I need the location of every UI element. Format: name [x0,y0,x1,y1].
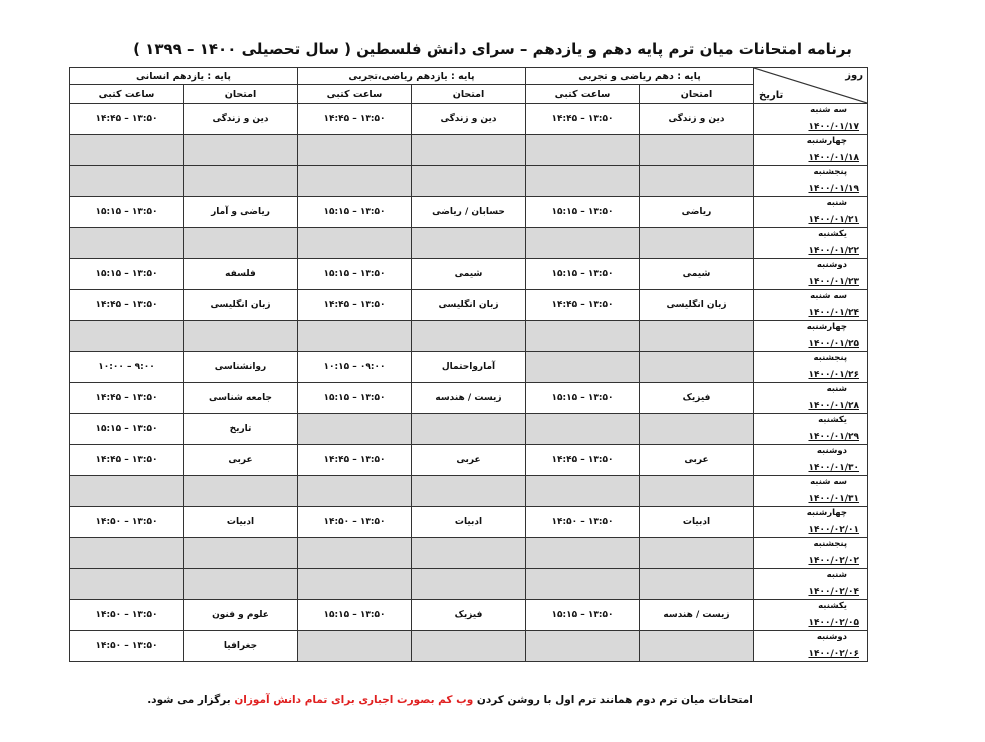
exam-subject-cell: زیست / هندسه [640,600,754,631]
exam-subject-cell [412,321,526,352]
date-cell [754,383,868,414]
weekday: چهارشنبه [806,322,848,332]
exam-subject-cell: ادبیات [184,507,298,538]
exam-subject-cell: زیست / هندسه [412,383,526,414]
time-column-header: ساعت کتبی [298,85,412,104]
exam-subject-cell [184,538,298,569]
exam-date: ۱۴۰۰/۰۲/۰۵ [808,618,860,628]
exam-time-cell: ۱۳:۵۰ – ۱۴:۴۵ [70,104,184,135]
exam-subject-cell: عربی [412,445,526,476]
date-cell [754,259,868,290]
schedule-row [70,600,868,631]
date-cell [754,290,868,321]
exam-time-cell: ۱۳:۵۰ – ۱۵:۱۵ [526,383,640,414]
exam-subject-cell: زبان انگلیسی [412,290,526,321]
date-cell [754,352,868,383]
exam-subject-cell [640,569,754,600]
exam-time-cell [298,569,412,600]
date-cell [754,197,868,228]
schedule-row [70,445,868,476]
exam-time-cell: ۱۳:۵۰ – ۱۴:۴۵ [298,290,412,321]
schedule-row [70,414,868,445]
exam-time-cell [298,321,412,352]
schedule-row [70,631,868,662]
exam-subject-cell: ریاضی [640,197,754,228]
exam-time-cell [70,476,184,507]
exam-time-cell: ۰۹:۰۰ – ۱۰:۱۵ [298,352,412,383]
exam-subject-cell: ادبیات [412,507,526,538]
exam-subject-cell [640,228,754,259]
date-cell [754,631,868,662]
exam-subject-cell: عربی [640,445,754,476]
exam-subject-cell [640,135,754,166]
exam-time-cell [526,414,640,445]
exam-date: ۱۴۰۰/۰۲/۰۶ [808,649,860,659]
exam-time-cell: ۱۳:۵۰ – ۱۵:۱۵ [526,600,640,631]
weekday: دوشنبه [816,260,848,270]
exam-column-header: امتحان [640,85,754,104]
exam-subject-cell [184,476,298,507]
group-header-10-math-science: پایه : دهم ریاضی و تجربی [526,68,754,85]
weekday: پنجشنبه [813,167,848,177]
schedule-row [70,197,868,228]
exam-subject-cell: ادبیات [640,507,754,538]
exam-subject-cell: دین و زندگی [640,104,754,135]
exam-time-cell: ۱۳:۵۰ – ۱۴:۴۵ [70,383,184,414]
schedule-row [70,166,868,197]
exam-subject-cell: جغرافیا [184,631,298,662]
exam-date: ۱۴۰۰/۰۱/۲۴ [808,308,860,318]
exam-date: ۱۴۰۰/۰۱/۲۶ [808,370,860,380]
weekday: چهارشنبه [806,136,848,146]
exam-subject-cell [412,414,526,445]
exam-time-cell: ۹:۰۰ – ۱۰:۰۰ [70,352,184,383]
exam-subject-cell: فیزیک [412,600,526,631]
exam-time-cell: ۱۳:۵۰ – ۱۴:۵۰ [298,507,412,538]
exam-time-cell [298,538,412,569]
exam-time-cell [298,166,412,197]
date-cell [754,445,868,476]
exam-subject-cell [184,228,298,259]
schedule-row [70,104,868,135]
date-cell [754,104,868,135]
schedule-row [70,352,868,383]
date-cell [754,569,868,600]
exam-subject-cell: زبان انگلیسی [184,290,298,321]
exam-time-cell [526,352,640,383]
exam-subject-cell [640,476,754,507]
schedule-row [70,507,868,538]
exam-subject-cell [412,166,526,197]
date-cell [754,600,868,631]
schedule-row [70,383,868,414]
date-cell [754,507,868,538]
schedule-row [70,569,868,600]
date-cell [754,538,868,569]
exam-date: ۱۴۰۰/۰۱/۲۱ [808,215,860,225]
exam-time-cell: ۱۳:۵۰ – ۱۴:۴۵ [298,445,412,476]
exam-subject-cell: فلسفه [184,259,298,290]
exam-date: ۱۴۰۰/۰۲/۰۲ [808,556,860,566]
footer-note [0,694,900,706]
group-header-11-humanities: پایه : یازدهم انسانی [70,68,298,85]
weekday: پنجشنبه [813,539,848,549]
exam-subject-cell [640,631,754,662]
exam-time-cell: ۱۳:۵۰ – ۱۴:۴۵ [70,445,184,476]
exam-time-cell [70,135,184,166]
footer-text: امتحانات میان ترم دوم همانند ترم اول با روشن کردن [473,694,753,706]
exam-date: ۱۴۰۰/۰۲/۰۴ [808,587,860,597]
exam-time-cell: ۱۳:۵۰ – ۱۵:۱۵ [526,259,640,290]
weekday: سه شنبه [810,477,848,487]
exam-time-cell: ۱۳:۵۰ – ۱۵:۱۵ [298,600,412,631]
exam-time-cell: ۱۳:۵۰ – ۱۴:۴۵ [526,104,640,135]
exam-time-cell: ۱۳:۵۰ – ۱۵:۱۵ [298,197,412,228]
schedule-row [70,259,868,290]
exam-time-cell [70,538,184,569]
weekday: سه شنبه [810,105,848,115]
exam-subject-cell [412,135,526,166]
exam-date: ۱۴۰۰/۰۱/۲۸ [808,401,860,411]
exam-time-cell: ۱۳:۵۰ – ۱۴:۴۵ [526,290,640,321]
exam-subject-cell [184,569,298,600]
corner-header [754,68,868,104]
weekday: دوشنبه [816,632,848,642]
exam-time-cell [298,228,412,259]
date-cell [754,321,868,352]
schedule-row [70,476,868,507]
time-column-header: ساعت کتبی [526,85,640,104]
exam-time-cell: ۱۳:۵۰ – ۱۴:۴۵ [70,290,184,321]
exam-subject-cell: جامعه شناسی [184,383,298,414]
exam-time-cell [70,166,184,197]
exam-subject-cell: شیمی [640,259,754,290]
exam-time-cell [526,321,640,352]
exam-time-cell: ۱۳:۵۰ – ۱۴:۵۰ [526,507,640,538]
page-title: برنامه امتحانات میان ترم پایه دهم و یازدهم – سرای دانش فلسطین ( سال تحصیلی ۱۴۰۰ – ۱۳۹۹ ) [133,40,852,58]
exam-time-cell [526,476,640,507]
schedule-row [70,538,868,569]
exam-subject-cell [412,631,526,662]
weekday: یکشنبه [818,229,848,239]
exam-date: ۱۴۰۰/۰۱/۲۳ [808,277,860,287]
exam-subject-cell: زبان انگلیسی [640,290,754,321]
date-cell [754,135,868,166]
exam-time-cell [70,228,184,259]
date-cell [754,228,868,259]
exam-date: ۱۴۰۰/۰۱/۳۰ [808,463,860,473]
schedule-row [70,290,868,321]
exam-date: ۱۴۰۰/۰۱/۱۹ [808,184,860,194]
schedule-row [70,321,868,352]
exam-subject-cell: روانشناسی [184,352,298,383]
exam-subject-cell [184,321,298,352]
exam-subject-cell [640,321,754,352]
exam-subject-cell: تاریخ [184,414,298,445]
date-cell [754,476,868,507]
weekday: پنجشنبه [813,353,848,363]
schedule-row [70,135,868,166]
exam-time-cell [526,631,640,662]
exam-subject-cell: فیزیک [640,383,754,414]
exam-subject-cell [412,538,526,569]
exam-time-cell: ۱۳:۵۰ – ۱۵:۱۵ [526,197,640,228]
exam-time-cell [298,476,412,507]
exam-time-cell [526,228,640,259]
exam-time-cell [526,135,640,166]
footer-highlight: وب کم بصورت اجباری برای تمام دانش آموزان [234,694,474,706]
exam-time-cell: ۱۳:۵۰ – ۱۵:۱۵ [70,414,184,445]
exam-subject-cell [640,166,754,197]
footer-text-end: برگزار می شود. [147,694,235,706]
weekday: چهارشنبه [806,508,848,518]
exam-subject-cell: حسابان / ریاضی [412,197,526,228]
exam-time-cell [298,135,412,166]
exam-date: ۱۴۰۰/۰۱/۲۲ [808,246,860,256]
exam-subject-cell [184,135,298,166]
exam-time-cell: ۱۳:۵۰ – ۱۵:۱۵ [298,383,412,414]
exam-date: ۱۴۰۰/۰۱/۲۵ [808,339,860,349]
schedule-row [70,228,868,259]
exam-time-cell: ۱۳:۵۰ – ۱۴:۴۵ [526,445,640,476]
weekday: یکشنبه [818,415,848,425]
exam-date: ۱۴۰۰/۰۱/۱۸ [808,153,860,163]
exam-time-cell: ۱۳:۵۰ – ۱۴:۵۰ [70,600,184,631]
exam-subject-cell [412,228,526,259]
exam-time-cell [298,631,412,662]
exam-column-header: امتحان [412,85,526,104]
exam-time-cell [298,414,412,445]
weekday: یکشنبه [818,601,848,611]
group-header-11-math-science: پایه : یازدهم ریاضی،تجربی [298,68,526,85]
exam-subject-cell [412,476,526,507]
exam-time-cell: ۱۳:۵۰ – ۱۴:۵۰ [70,507,184,538]
exam-time-cell: ۱۳:۵۰ – ۱۵:۱۵ [298,259,412,290]
exam-time-cell [70,321,184,352]
exam-time-cell [526,538,640,569]
weekday: دوشنبه [816,446,848,456]
exam-time-cell: ۱۳:۵۰ – ۱۴:۴۵ [298,104,412,135]
exam-time-cell [70,569,184,600]
exam-date: ۱۴۰۰/۰۱/۳۱ [808,494,860,504]
exam-subject-cell [640,352,754,383]
date-cell [754,166,868,197]
date-cell [754,414,868,445]
exam-date: ۱۴۰۰/۰۱/۲۹ [808,432,860,442]
time-column-header: ساعت کتبی [70,85,184,104]
exam-time-cell [526,166,640,197]
exam-subject-cell [640,414,754,445]
exam-subject-cell [640,538,754,569]
exam-column-header: امتحان [184,85,298,104]
weekday: سه شنبه [810,291,848,301]
date-label: تاریخ [759,90,784,101]
exam-time-cell: ۱۳:۵۰ – ۱۵:۱۵ [70,197,184,228]
exam-date: ۱۴۰۰/۰۱/۱۷ [808,122,860,132]
exam-date: ۱۴۰۰/۰۲/۰۱ [808,525,860,535]
day-label: روز [845,70,864,81]
exam-time-cell: ۱۳:۵۰ – ۱۵:۱۵ [70,259,184,290]
exam-subject-cell [184,166,298,197]
exam-subject-cell: ریاضی و آمار [184,197,298,228]
weekday: شنبه [826,570,848,580]
exam-subject-cell [412,569,526,600]
exam-subject-cell: شیمی [412,259,526,290]
exam-subject-cell: علوم و فنون [184,600,298,631]
exam-subject-cell: آمارواحتمال [412,352,526,383]
exam-subject-cell: دین و زندگی [412,104,526,135]
weekday: شنبه [826,198,848,208]
exam-time-cell: ۱۳:۵۰ – ۱۴:۵۰ [70,631,184,662]
exam-time-cell [526,569,640,600]
exam-subject-cell: عربی [184,445,298,476]
weekday: شنبه [826,384,848,394]
exam-schedule-table [69,67,868,662]
exam-subject-cell: دین و زندگی [184,104,298,135]
